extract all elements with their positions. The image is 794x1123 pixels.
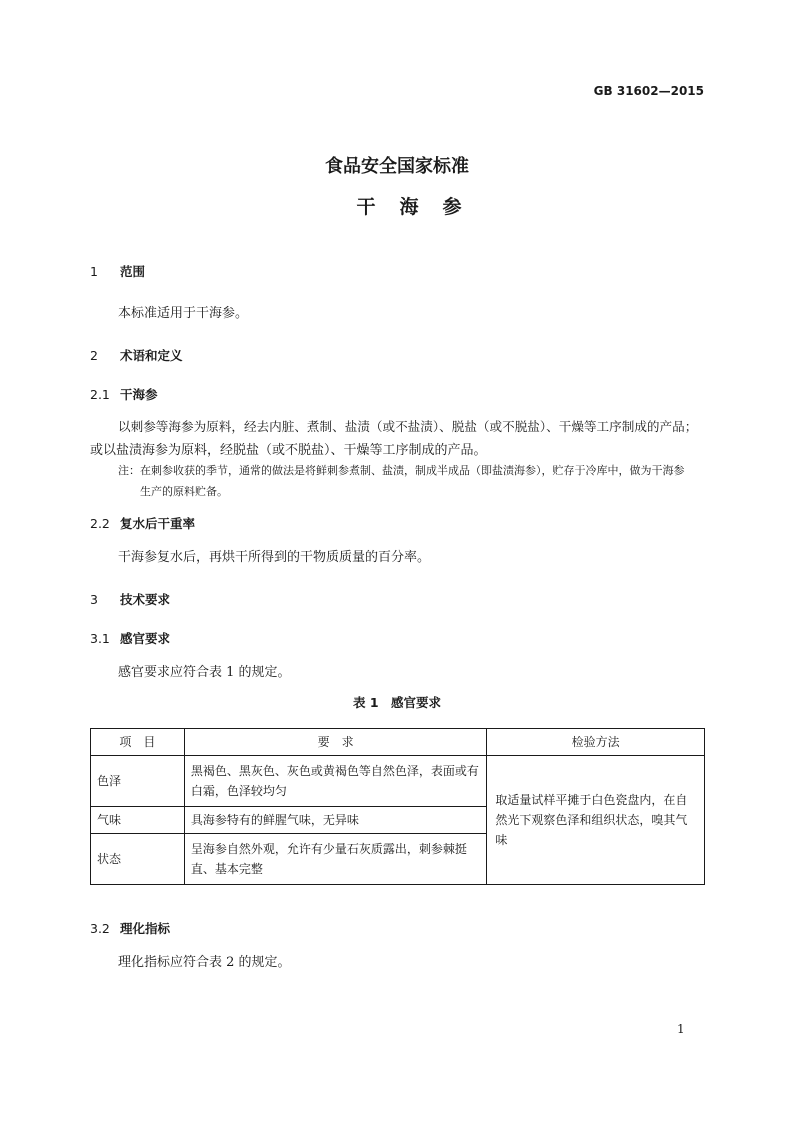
table-cell-method: 取适量试样平摊于白色瓷盘内，在自然光下观察色泽和组织状态，嗅其气味 (487, 756, 705, 885)
section-3-2-heading (90, 919, 170, 937)
table-header-cell: 要 求 (184, 729, 486, 756)
document-subtitle: 干海参 (356, 196, 486, 218)
page-number: 1 (677, 1022, 685, 1036)
section-number: 2.2 (90, 516, 110, 531)
section-number: 2.1 (90, 387, 110, 402)
table-cell-requirement: 黑褐色、黑灰色、灰色或黄褐色等自然色泽，表面或有白霜，色泽较均匀 (184, 756, 486, 807)
section-2-heading (90, 346, 183, 364)
table-cell-item: 气味 (91, 807, 185, 834)
section-number: 1 (90, 264, 98, 279)
document-title: 食品安全国家标准 (325, 156, 469, 177)
note-line-1: 注：在刺参收获的季节，通常的做法是将鲜刺参煮制、盐渍，制成半成品（即盐渍海参），贮存于冷库中，做为干海参 (118, 464, 685, 477)
section-number: 3.2 (90, 921, 110, 936)
section-2-1-heading (90, 385, 158, 403)
definition-line-1: 以刺参等海参为原料，经去内脏、煮制、盐渍（或不盐渍）、脱盐（或不脱盐）、干燥等工序制成的产品； (118, 419, 698, 434)
section-number: 3.1 (90, 631, 110, 646)
sensory-requirements-table (90, 728, 705, 885)
section-title: 干海参 (120, 387, 158, 402)
note-line-2: 生产的原料贮备。 (140, 485, 228, 498)
section-title: 术语和定义 (120, 348, 183, 363)
table-header-cell: 检验方法 (487, 729, 705, 756)
table-header-row (91, 729, 705, 756)
table-cell-item: 状态 (91, 834, 185, 885)
section-title: 感官要求 (120, 631, 171, 646)
standard-code: GB 31602—2015 (593, 84, 704, 98)
table-1-caption: 表 1 感官要求 (352, 695, 442, 710)
section-2-2-text: 干海参复水后，再烘干所得到的干物质质量的百分率。 (118, 550, 431, 565)
table-cell-item: 色泽 (91, 756, 185, 807)
section-1-text: 本标准适用于干海参。 (118, 306, 249, 321)
section-title: 技术要求 (120, 592, 171, 607)
section-number: 3 (90, 592, 98, 607)
section-1-heading (90, 262, 145, 280)
section-title: 理化指标 (120, 921, 171, 936)
section-title: 复水后干重率 (120, 516, 196, 531)
table-cell-requirement: 呈海参自然外观，允许有少量石灰质露出，刺参棘挺直、基本完整 (184, 834, 486, 885)
table-row (91, 756, 705, 807)
definition-line-2: 或以盐渍海参为原料，经脱盐（或不脱盐）、干燥等工序制成的产品。 (90, 443, 487, 458)
section-number: 2 (90, 348, 98, 363)
section-2-2-heading (90, 514, 195, 532)
section-3-1-heading (90, 629, 170, 647)
table-cell-requirement: 具海参特有的鲜腥气味，无异味 (184, 807, 486, 834)
section-title: 范围 (120, 264, 146, 279)
table-header-cell: 项 目 (91, 729, 185, 756)
section-3-heading (90, 590, 170, 608)
section-3-1-text: 感官要求应符合表 1 的规定。 (118, 665, 291, 680)
section-3-2-text: 理化指标应符合表 2 的规定。 (118, 955, 291, 970)
